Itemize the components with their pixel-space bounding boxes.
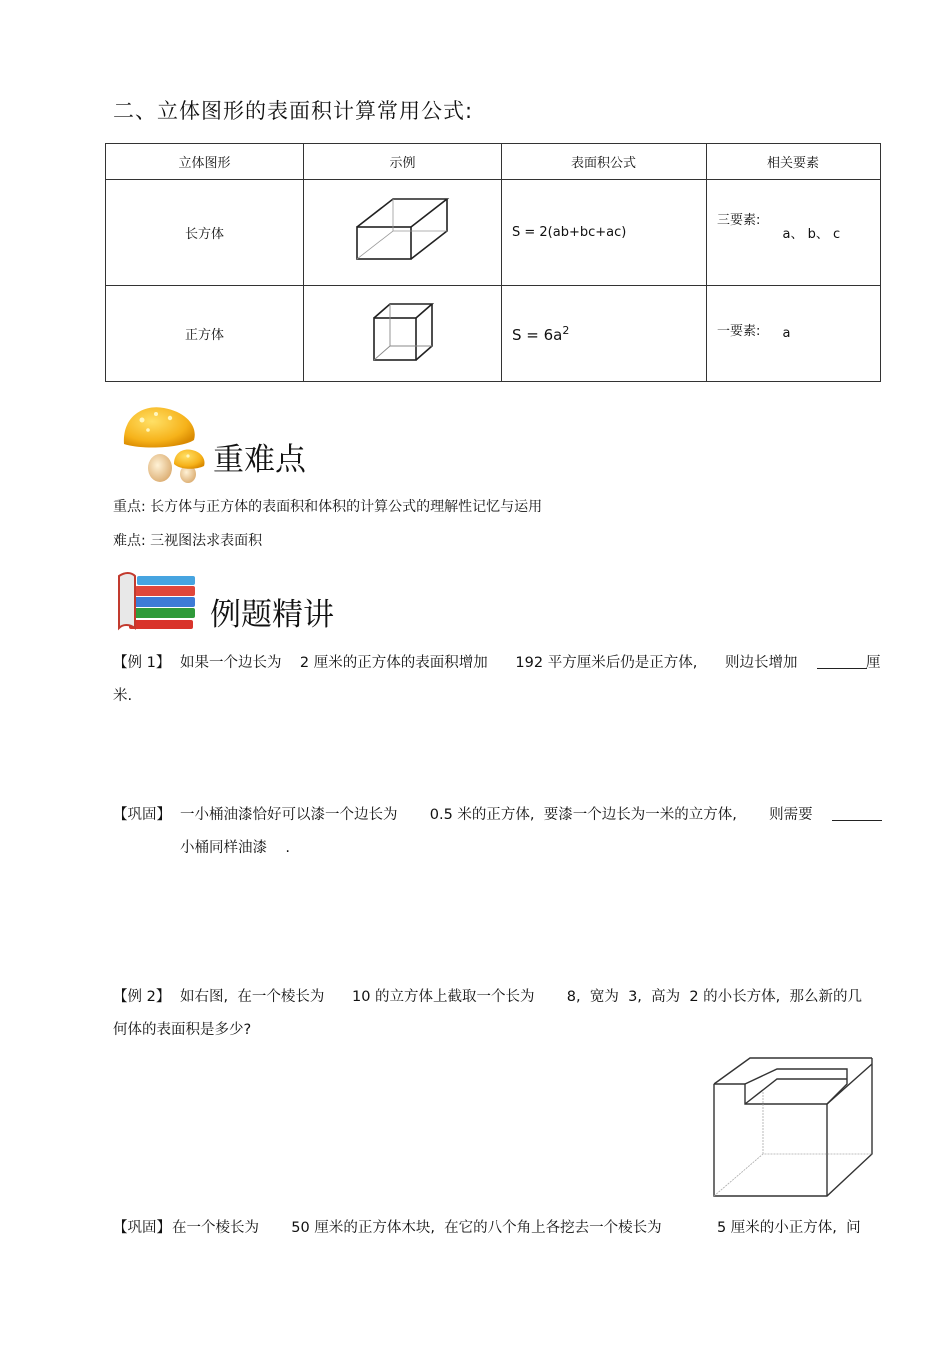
example-1-text: 如果一个边长为 2 厘米的正方体的表面积增加 192 平方厘米后仍是正方体, 则边长增加 — [180, 655, 798, 671]
cuboid-elements — [707, 180, 881, 286]
example-1-text-cont: 米. — [113, 688, 133, 704]
mushroom-icon — [118, 402, 208, 486]
table-row — [106, 286, 881, 382]
key-points-heading: 重难点 — [213, 442, 306, 478]
consolidation-1-text-cont: 小桶同样油漆 . — [180, 840, 291, 856]
cuboid-icon — [353, 195, 453, 267]
cuboid-formula: S = 2(ab+bc+ac) — [502, 180, 707, 286]
cuboid-illustration — [304, 180, 502, 286]
elements-label: 三要素: — [717, 213, 761, 228]
header-formula: 表面积公式 — [502, 144, 707, 180]
consolidation-1-text: 一小桶油漆恰好可以漆一个边长为 0.5 米的正方体, 要漆一个边长为一米的立方体, 则需要 — [180, 807, 813, 823]
consolidation-2-label: 【巩固】 — [113, 1220, 171, 1236]
books-icon — [115, 570, 199, 632]
cube-formula — [502, 286, 707, 382]
formula-table — [105, 143, 881, 382]
consolidation-1-label: 【巩固】 — [113, 807, 171, 823]
cube-icon — [371, 301, 435, 363]
section-title: 二、立体图形的表面积计算常用公式: — [113, 99, 474, 123]
focus-text: 重点: 长方体与正方体的表面积和体积的计算公式的理解性记忆与运用 — [113, 499, 543, 515]
answer-blank — [817, 654, 867, 669]
example-1-tail: 厘 — [866, 655, 881, 671]
shape-name: 正方体 — [106, 286, 304, 382]
cube-elements — [707, 286, 881, 382]
table-row — [106, 180, 881, 286]
example-2-text-cont: 何体的表面积是多少? — [113, 1022, 252, 1038]
cut-cube-diagram — [705, 1052, 877, 1200]
answer-blank — [832, 806, 882, 821]
cube-formula-exponent: 2 — [562, 323, 570, 337]
cube-illustration — [304, 286, 502, 382]
examples-heading: 例题精讲 — [210, 597, 334, 633]
example-2-text: 如右图, 在一个棱长为 10 的立方体上截取一个长为 8, 宽为 3, 高为 2 的小长方体, 那么新的几 — [180, 989, 863, 1005]
cube-formula-base: S = 6a — [512, 325, 563, 344]
example-1-label: 【例 1】 — [113, 655, 171, 671]
example-2-label: 【例 2】 — [113, 989, 171, 1005]
elements-label: 一要素: — [717, 324, 761, 339]
elements-values: a — [782, 326, 791, 341]
table-header-row — [106, 144, 881, 180]
shape-name: 长方体 — [106, 180, 304, 286]
consolidation-2-text: 在一个棱长为 50 厘米的正方体木块, 在它的八个角上各挖去一个棱长为 5 厘米的小正方体, 问 — [172, 1220, 861, 1236]
elements-values: a、 b、 c — [782, 227, 841, 242]
difficulty-text: 难点: 三视图法求表面积 — [113, 533, 263, 549]
header-elements: 相关要素 — [707, 144, 881, 180]
header-example: 示例 — [304, 144, 502, 180]
header-shape: 立体图形 — [106, 144, 304, 180]
